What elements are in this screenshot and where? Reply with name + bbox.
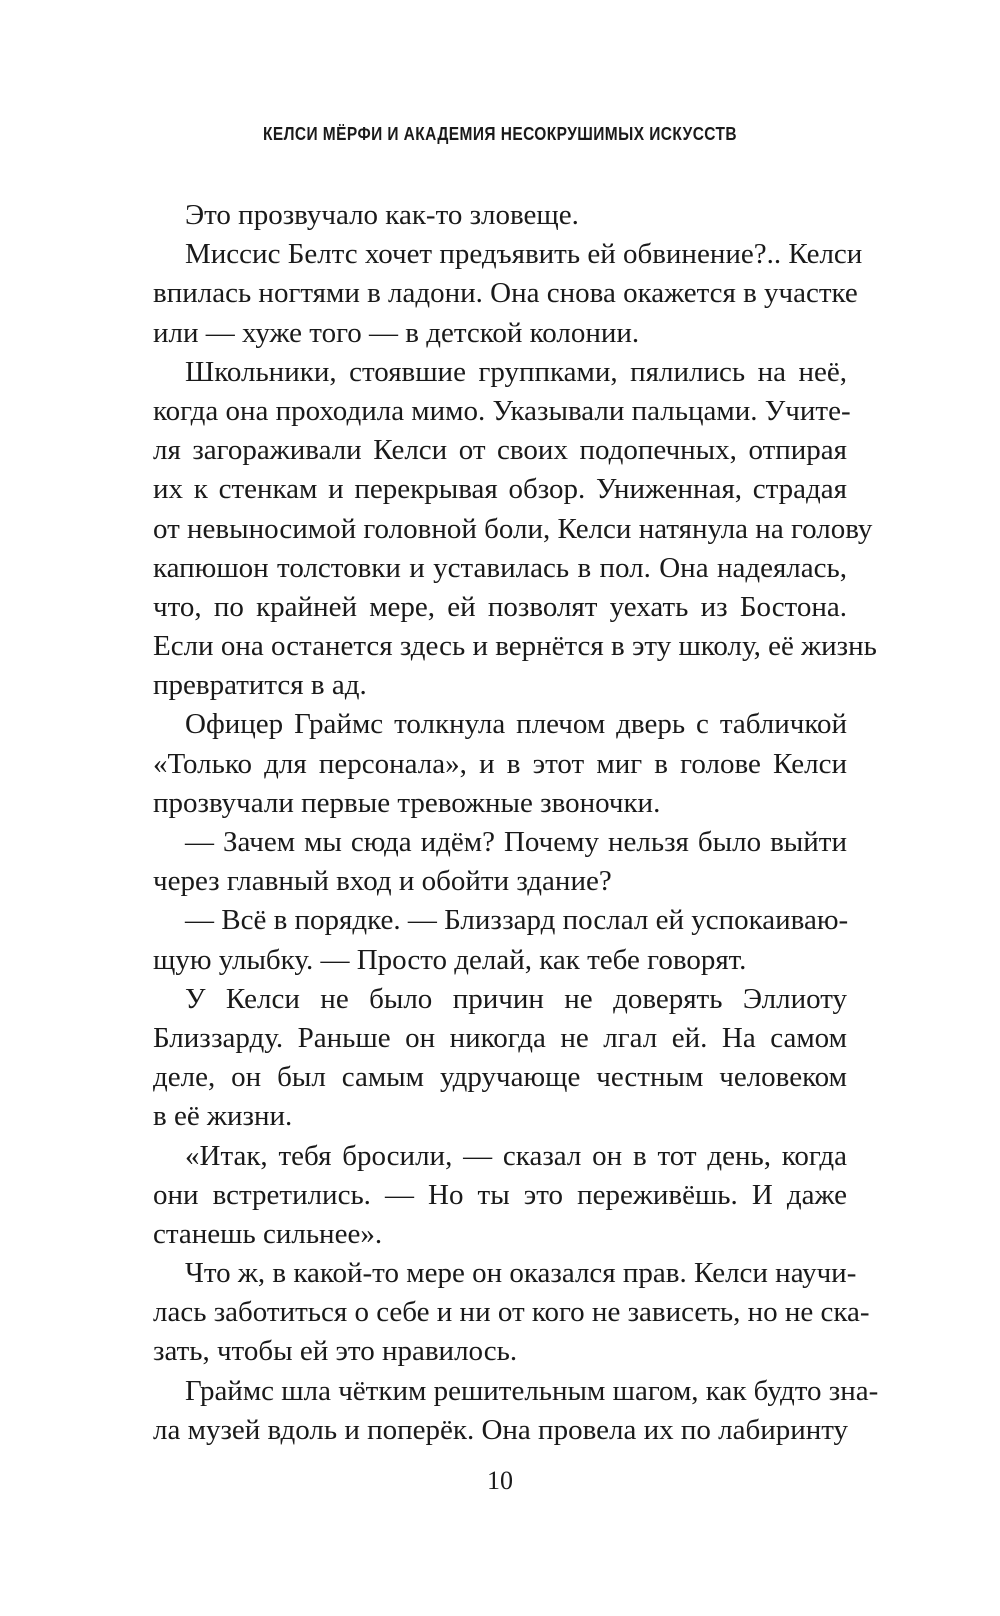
paragraph (153, 823, 847, 901)
paragraph (153, 1254, 870, 1372)
text-line: ля загораживали Келси от своих подопечных, отпирая (153, 434, 847, 467)
text-line: капюшон толстовки и уставилась в пол. Она надеялась, (153, 551, 847, 584)
text-line: Офицер Граймс толкнула плечом дверь с табличкой (185, 708, 847, 741)
text-line: ла музей вдоль и поперёк. Она провела их по лабиринту (153, 1413, 849, 1446)
text-line: — Всё в порядке. — Близзард послал ей успокаиваю- (185, 904, 849, 937)
text-line: Если она останется здесь и вернётся в эту школу, её жизнь (153, 630, 877, 663)
text-line: зать, чтобы ей это нравилось. (153, 1335, 518, 1368)
paragraph (153, 1137, 847, 1255)
paragraph (153, 980, 847, 1137)
paragraph (153, 196, 847, 235)
text-line: щую улыбку. — Просто делай, как тебе говорят. (153, 943, 747, 976)
text-line: их к стенкам и перекрывая обзор. Униженная, страдая (153, 473, 847, 506)
paragraph (153, 235, 863, 353)
body-text (153, 196, 879, 1450)
text-line: станешь сильнее». (153, 1217, 383, 1250)
text-line: Миссис Белтс хочет предъявить ей обвинение?.. Келси (185, 238, 863, 271)
text-line: в её жизни. (153, 1100, 293, 1133)
text-line: превратится в ад. (153, 669, 367, 702)
text-line: Это прозвучало как-то зловеще. (185, 199, 579, 231)
text-line: впилась ногтями в ладони. Она снова окажется в участке (153, 277, 858, 310)
text-line: Что ж, в какой-то мере он оказался прав. Келси научи- (185, 1257, 857, 1290)
text-line: через главный вход и обойти здание? (153, 865, 612, 898)
paragraph (153, 1372, 879, 1450)
paragraph (153, 353, 877, 706)
text-line: или — хуже того — в детской колонии. (153, 316, 640, 349)
page-number: 10 (487, 1466, 513, 1495)
paragraph (153, 901, 847, 979)
text-line: что, по крайней мере, ей позволят уехать из Бостона. (153, 590, 847, 623)
text-line: Школьники, стоявшие группками, пялились на неё, (185, 355, 847, 388)
text-line: У Келси не было причин не доверять Эллиоту (185, 982, 847, 1015)
text-line: от невыносимой головной боли, Келси натянула на голову (153, 512, 873, 545)
text-line: «Итак, тебя бросили, — сказал он в тот день, когда (185, 1139, 847, 1172)
paragraph (153, 705, 847, 823)
text-line: Граймс шла чётким решительным шагом, как будто зна- (185, 1374, 879, 1407)
text-line: деле, он был самым удручающе честным человеком (153, 1061, 847, 1094)
text-line: лась заботиться о себе и ни от кого не зависеть, но не ска- (153, 1296, 870, 1329)
text-line: когда она проходила мимо. Указывали пальцами. Учите- (153, 394, 851, 427)
text-line: «Только для персонала», и в этот миг в голове Келси (153, 747, 847, 780)
text-line: прозвучали первые тревожные звоночки. (153, 786, 661, 819)
running-head: КЕЛСИ МЁРФИ И АКАДЕМИЯ НЕСОКРУШИМЫХ ИСКУССТВ (262, 124, 738, 144)
text-line: Близзарду. Раньше он никогда не лгал ей. На самом (153, 1021, 847, 1054)
text-line: они встретились. — Но ты это переживёшь. И даже (153, 1178, 847, 1211)
text-line: — Зачем мы сюда идём? Почему нельзя было выйти (185, 826, 847, 858)
